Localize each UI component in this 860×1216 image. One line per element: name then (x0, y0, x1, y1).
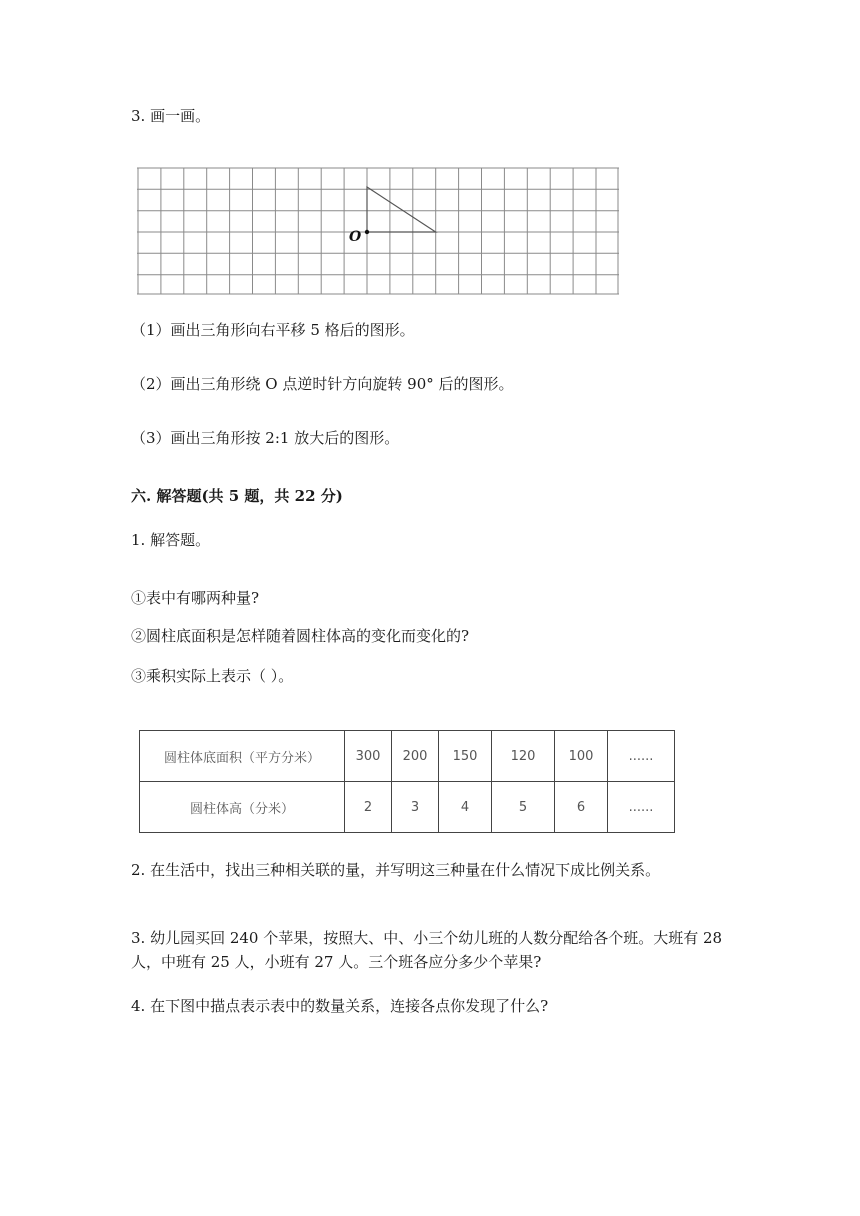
table-cell: ...... (608, 782, 675, 833)
table-cell: 120 (492, 731, 555, 782)
q1-heading: 1. 解答题。 (131, 531, 211, 549)
square-grid (137, 167, 621, 297)
section6-heading: 六. 解答题(共 5 题，共 22 分) (131, 487, 343, 505)
q2-text: 2. 在生活中，找出三种相关联的量，并写明这三种量在什么情况下成比例关系。 (131, 861, 661, 879)
table-cell: ...... (608, 731, 675, 782)
q1-sub-2: ②圆柱底面积是怎样随着圆柱体高的变化而变化的? (131, 627, 470, 645)
table-cell: 6 (555, 782, 608, 833)
table-row (140, 731, 675, 782)
table-cell: 200 (392, 731, 439, 782)
table-cell: 4 (439, 782, 492, 833)
q3-item-2: （2）画出三角形绕 O 点逆时针方向旋转 90° 后的图形。 (131, 375, 514, 393)
row-label-height: 圆柱体高（分米） (140, 782, 345, 833)
q1-sub-3: ③乘积实际上表示（ ）。 (131, 667, 294, 685)
table-cell: 2 (345, 782, 392, 833)
q3-text: 3. 幼儿园买回 240 个苹果，按照大、中、小三个幼儿班的人数分配给各个班。大班有 28 人，中班有 25 人，小班有 27 人。三个班各应分多少个苹果? (131, 929, 723, 971)
row-label-base-area: 圆柱体底面积（平方分米） (140, 731, 345, 782)
table-cell: 150 (439, 731, 492, 782)
table-cell: 5 (492, 782, 555, 833)
table-cell: 100 (555, 731, 608, 782)
table-cell: 300 (345, 731, 392, 782)
origin-point (365, 230, 369, 234)
origin-label: O (349, 229, 362, 245)
table-cell: 3 (392, 782, 439, 833)
data-table (139, 730, 675, 833)
table-row (140, 782, 675, 833)
q3-item-3: （3）画出三角形按 2:1 放大后的图形。 (131, 429, 400, 447)
q3-item-1: （1）画出三角形向右平移 5 格后的图形。 (131, 321, 415, 339)
q1-sub-1: ①表中有哪两种量? (131, 589, 260, 607)
q4-text: 4. 在下图中描点表示表中的数量关系，连接各点你发现了什么? (131, 997, 549, 1015)
grid-lines (137, 168, 619, 294)
triangle-shape (367, 187, 436, 232)
q3-heading: 3. 画一画。 (131, 107, 211, 125)
